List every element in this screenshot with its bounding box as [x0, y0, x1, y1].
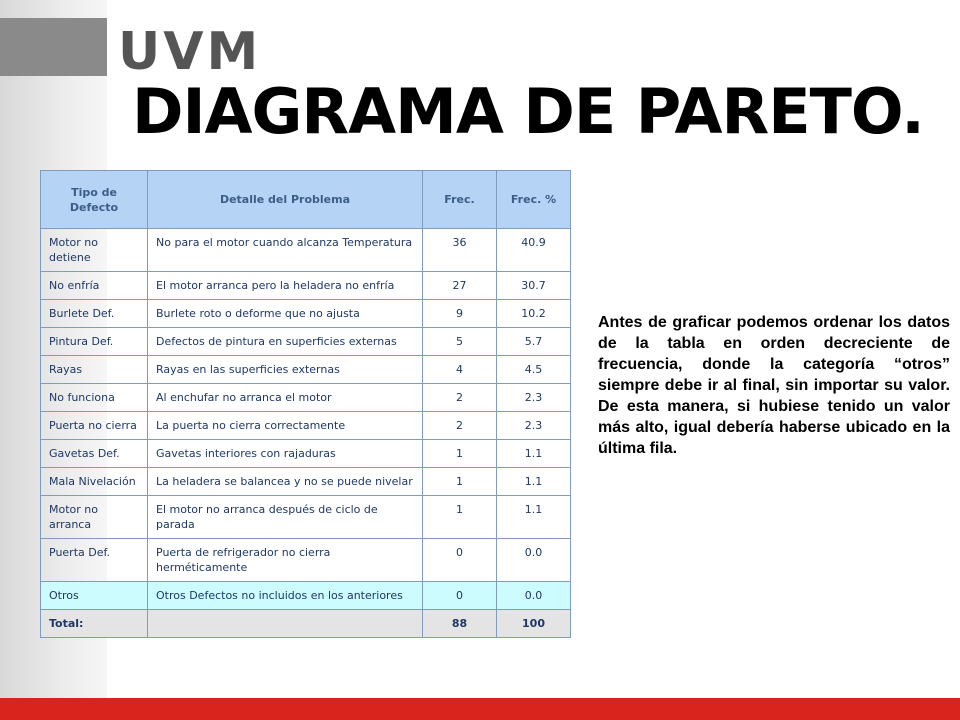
cell-frec-pct: 1.1	[497, 468, 571, 496]
table-row	[41, 356, 571, 384]
cell-frec-pct: 1.1	[497, 440, 571, 468]
cell-frec-pct: 4.5	[497, 356, 571, 384]
table-row	[41, 496, 571, 539]
bottom-red-bar	[0, 698, 960, 720]
table-row	[41, 440, 571, 468]
header-detalle: Detalle del Problema	[148, 171, 423, 229]
cell-detalle: El motor no arranca después de ciclo de parada	[148, 496, 423, 539]
cell-detalle: La puerta no cierra correctamente	[148, 412, 423, 440]
table-row	[41, 328, 571, 356]
uvm-logo: UVM	[118, 22, 262, 82]
cell-tipo: Mala Nivelación	[41, 468, 148, 496]
cell-frec-pct: 1.1	[497, 496, 571, 539]
cell-frec: 4	[423, 356, 497, 384]
total-frec: 88	[423, 610, 497, 638]
cell-frec: 36	[423, 229, 497, 272]
cell-tipo: Burlete Def.	[41, 300, 148, 328]
cell-detalle: Otros Defectos no incluidos en los anteriores	[148, 582, 423, 610]
explanation-text: Antes de graficar podemos ordenar los datos de la tabla en orden decreciente de frecuencia, donde la categoría “otros” siempre debe ir al final, sin importar su valor. De esta manera, si hubiese tenido un valor más alto, igual debería haberse ubicado en la última fila.	[598, 314, 950, 457]
cell-detalle: Burlete roto o deforme que no ajusta	[148, 300, 423, 328]
cell-tipo: Gavetas Def.	[41, 440, 148, 468]
cell-tipo: Motor no arranca	[41, 496, 148, 539]
header-frec: Frec.	[423, 171, 497, 229]
cell-tipo: Puerta no cierra	[41, 412, 148, 440]
table-row	[41, 384, 571, 412]
cell-detalle: Gavetas interiores con rajaduras	[148, 440, 423, 468]
cell-detalle: Rayas en las superficies externas	[148, 356, 423, 384]
cell-frec-pct: 40.9	[497, 229, 571, 272]
cell-tipo: No enfría	[41, 272, 148, 300]
cell-frec: 27	[423, 272, 497, 300]
cell-frec: 1	[423, 496, 497, 539]
table-row	[41, 412, 571, 440]
cell-tipo: Rayas	[41, 356, 148, 384]
table-row	[41, 300, 571, 328]
header-frec-pct: Frec. %	[497, 171, 571, 229]
cell-detalle: No para el motor cuando alcanza Temperatura	[148, 229, 423, 272]
page-title: DIAGRAMA DE PARETO.	[132, 75, 924, 148]
cell-frec-pct: 0.0	[497, 582, 571, 610]
cell-detalle: El motor arranca pero la heladera no enfría	[148, 272, 423, 300]
cell-frec: 2	[423, 412, 497, 440]
cell-frec: 1	[423, 440, 497, 468]
pareto-table	[40, 170, 571, 638]
cell-detalle: Puerta de refrigerador no cierra herméticamente	[148, 539, 423, 582]
cell-detalle: Al enchufar no arranca el motor	[148, 384, 423, 412]
cell-frec-pct: 2.3	[497, 412, 571, 440]
header-tipo: Tipo de Defecto	[41, 171, 148, 229]
cell-frec-pct: 2.3	[497, 384, 571, 412]
cell-detalle: Defectos de pintura en superficies externas	[148, 328, 423, 356]
total-empty-cell	[148, 610, 423, 638]
table-row	[41, 468, 571, 496]
cell-detalle: La heladera se balancea y no se puede nivelar	[148, 468, 423, 496]
cell-tipo: No funciona	[41, 384, 148, 412]
table-row-total	[41, 610, 571, 638]
cell-tipo: Motor no detiene	[41, 229, 148, 272]
table-row	[41, 229, 571, 272]
cell-tipo: Pintura Def.	[41, 328, 148, 356]
cell-frec: 0	[423, 582, 497, 610]
table-row	[41, 272, 571, 300]
cell-frec-pct: 30.7	[497, 272, 571, 300]
cell-frec-pct: 10.2	[497, 300, 571, 328]
total-frec-pct: 100	[497, 610, 571, 638]
cell-frec: 1	[423, 468, 497, 496]
cell-tipo: Puerta Def.	[41, 539, 148, 582]
cell-frec: 0	[423, 539, 497, 582]
table-header-row	[41, 171, 571, 229]
cell-frec-pct: 0.0	[497, 539, 571, 582]
cell-frec: 9	[423, 300, 497, 328]
cell-frec: 2	[423, 384, 497, 412]
table-row	[41, 539, 571, 582]
cell-frec-pct: 5.7	[497, 328, 571, 356]
left-dark-block	[0, 18, 107, 76]
table-row-otros	[41, 582, 571, 610]
cell-tipo: Otros	[41, 582, 148, 610]
cell-frec: 5	[423, 328, 497, 356]
total-label: Total:	[41, 610, 148, 638]
